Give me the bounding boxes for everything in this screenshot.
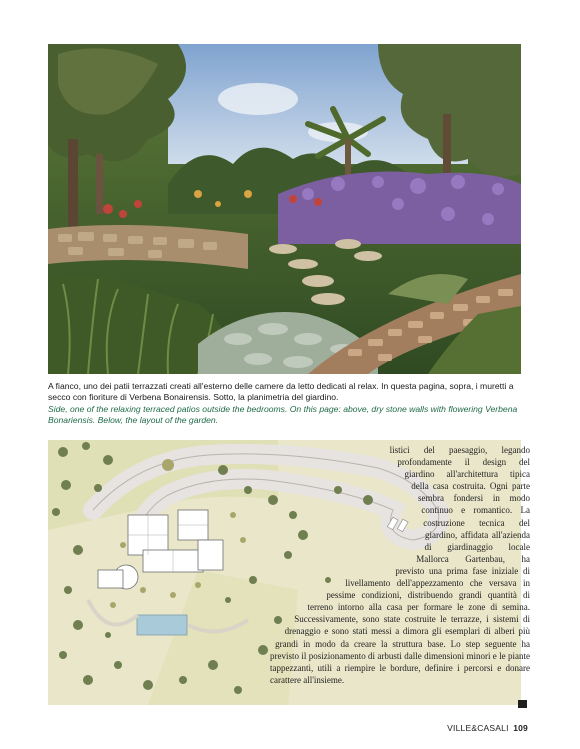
article-body <box>270 444 530 714</box>
page-footer <box>447 723 528 733</box>
article-paragraph: listici del paesaggio, legando profondamente il design del giardino all'architettura tipica della casa costruita. Ogni parte sembra fondersi in modo continuo e romantico. La costruzione tecnica del giardino, affidata all'azienda di giardinaggio locale Mallorca Gartenbau, ha previsto una prima fase iniziale di livellamento dell'appezzamento che versava in pessime condizioni, distribuendo grandi quantità di terreno intorno alla casa per formare le zone di semina. Successivamente, sono state costruite le terrazze, i sistemi di drenaggio e sono stati messi a dimora gli esemplari di alberi più grandi in modo da creare la struttura base. Lo step seguente ha previsto il posizionamento di arbusti dalle dimensioni minori e le piante tappezzanti, utili a riempire le bordure, definire i percorsi e donare carattere all'insieme. <box>270 445 530 685</box>
caption-italian: A fianco, uno dei patii terrazzati creati all'esterno delle camere da letto dedicati al relax. In questa pagina, sopra, i muretti a secco con fioriture di Verbena Bonairensis. Sotto, la planimetria del giardino. <box>48 381 514 402</box>
page-number: 109 <box>513 723 528 733</box>
garden-photo <box>48 44 521 374</box>
caption-english: Side, one of the relaxing terraced patios outside the bedrooms. On this page: above, dry stone walls with flowering Verbena Bonariensis. Below, the layout of the garden. <box>48 404 518 425</box>
end-of-article-icon <box>518 700 527 708</box>
magazine-name: VILLE&CASALI <box>447 723 509 733</box>
